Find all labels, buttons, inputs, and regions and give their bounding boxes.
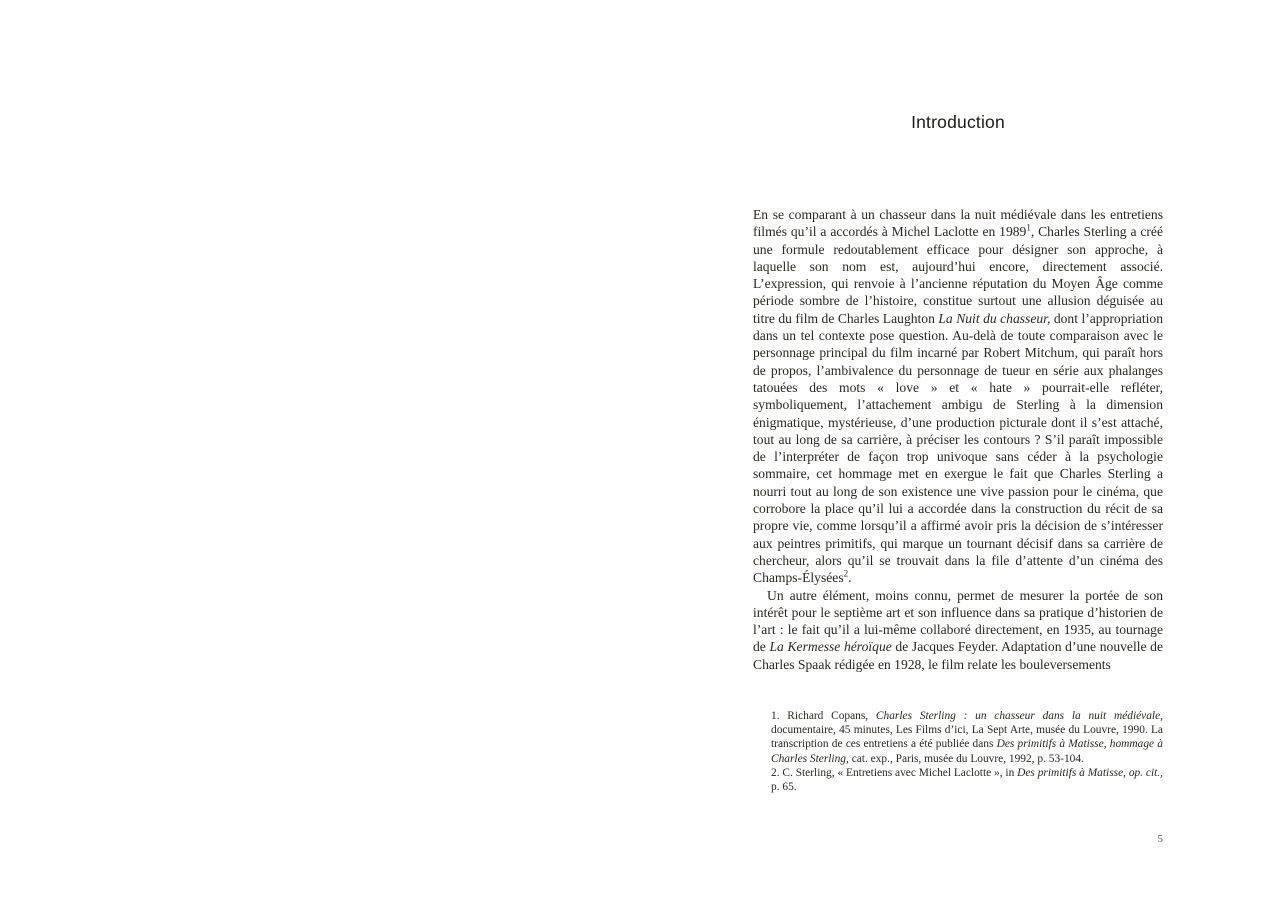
page-title: Introduction xyxy=(911,112,1005,132)
footnotes xyxy=(771,709,1163,794)
footnote-2: 2. C. Sterling, « Entretiens avec Michel Laclotte », in Des primitifs à Matisse, op. cit., p. 65. xyxy=(771,766,1163,794)
body-text xyxy=(753,206,1163,673)
paragraph-2: Un autre élément, moins connu, permet de mesurer la portée de son intérêt pour le septième art et son influence dans sa pratique d’historien de l’art : le fait qu’il a lui-même collaboré directement, en 1935, au tournage de La Kermesse héroïque de Jacques Feyder. Adaptation d’une nouvelle de Charles Spaak rédigée en 1928, le film relate les bouleversements xyxy=(753,587,1164,672)
footnote-1: 1. Richard Copans, Charles Sterling : un chasseur dans la nuit médiévale, documentaire, 45 minutes, Les Films d’ici, La Sept Arte, musée du Louvre, 1990. La transcription de ces entretiens a été publiée dans Des primitifs à Matisse, hommage à Charles Sterling, cat. exp., Paris, musée du Louvre, 1992, p. 53-104. xyxy=(771,710,1163,765)
paragraph-1: En se comparant à un chasseur dans la nuit médiévale dans les entretiens filmés qu’il a accordés à Michel Laclotte en 1989$^1$, Charles Sterling a créé une formule redoutablement efficace pour désigner son approche, à laquelle son nom est, aujourd’hui encore, directement associé. L’expression, qui renvoie à l’ancienne réputation du Moyen Âge comme période sombre de l’histoire, constitue surtout une allusion déguisée au titre du film de Charles Laughton La Nuit du chasseur, dont l’appropriation dans un tel contexte pose question. Au-delà de toute comparaison avec le personnage principal du film incarné par Robert Mitchum, qui paraît hors de propos, l’ambivalence du personnage de tueur en série aux phalanges tatouées des mots « love » et « hate » pourrait-elle refléter, symboliquement, l’attachement ambigu de Sterling à la dimension énigmatique, mystérieuse, d’une production picturale dont il s’est attaché, tout au long de sa carrière, à préciser les contours ? S’il paraît impossible de l’interpréter de façon trop univoque sans céder à la psychologie sommaire, cet hommage met en exergue le fait que Charles Sterling a nourri tout au long de son existence une vive passion pour le cinéma, que corrobore la place qu’il lui a accordée dans la construction du récit de sa propre vie, comme lorsqu’il a affirmé avoir pris la décision de s’intéresser aux peintres primitifs, qui marque un tournant décisif dans sa carrière de chercheur, alors qu’il se trouvait dans la file d’attente d’un cinéma des Champs-Élysées$^2$. xyxy=(753,207,1163,586)
page-number: 5 xyxy=(1157,833,1163,845)
